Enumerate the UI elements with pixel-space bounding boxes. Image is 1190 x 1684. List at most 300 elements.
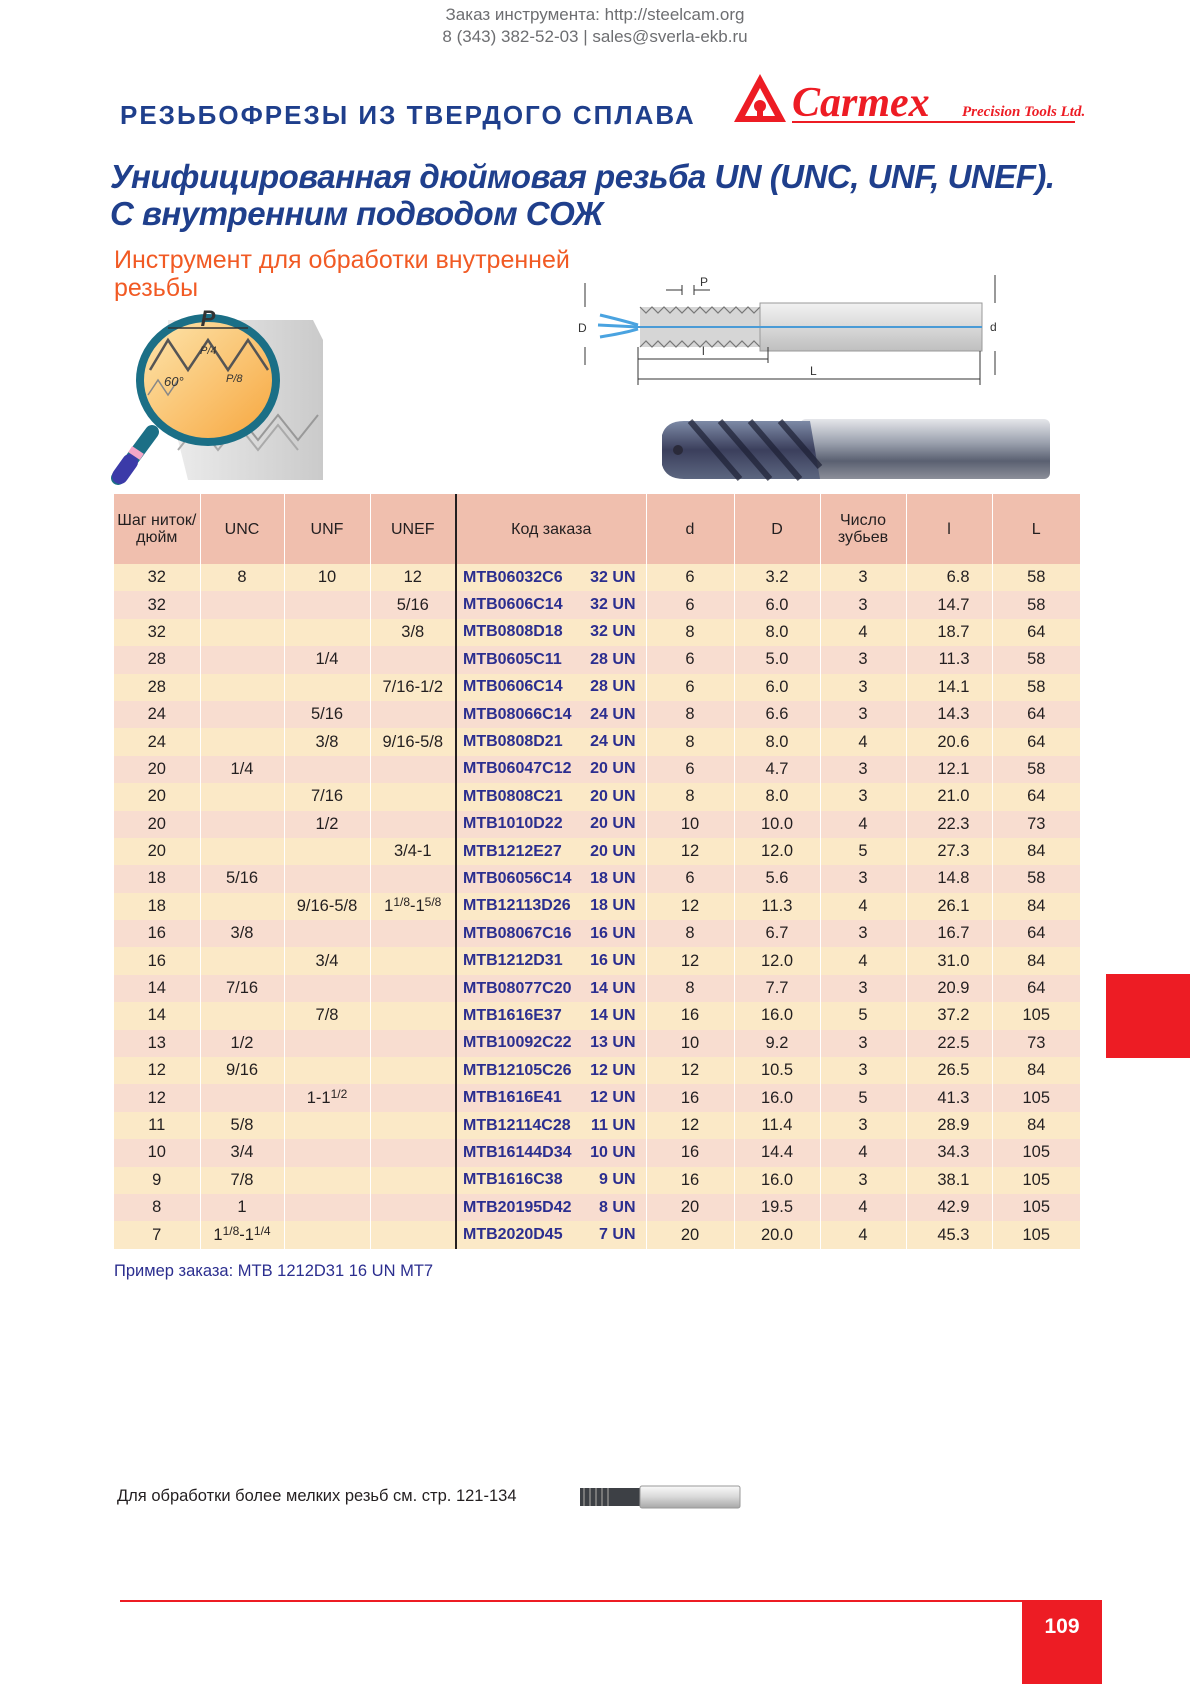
order-code: MTB0605C11 (463, 650, 562, 668)
cell-tpi: 24 (114, 728, 200, 755)
cell-l: 18.7 (906, 619, 992, 646)
cell-z: 3 (820, 756, 906, 783)
cell-unc: 7/8 (200, 1167, 284, 1194)
cell-unf (284, 865, 370, 892)
cell-code (456, 591, 646, 618)
table-row (114, 1002, 1080, 1029)
cell-unf: 7/8 (284, 1002, 370, 1029)
cell-tpi: 20 (114, 811, 200, 838)
cell-z: 3 (820, 783, 906, 810)
thread-designation: 20 UN (590, 760, 636, 778)
table-row (114, 1167, 1080, 1194)
cell-d: 8 (646, 783, 734, 810)
order-code: MTB1616C38 (463, 1171, 563, 1189)
cell-tpi: 8 (114, 1194, 200, 1221)
thread-designation: 14 UN (590, 979, 636, 997)
cell-z: 4 (820, 728, 906, 755)
cell-L: 58 (992, 674, 1080, 701)
thread-designation: 13 UN (590, 1034, 636, 1052)
cell-unf (284, 1167, 370, 1194)
cell-unef (370, 920, 456, 947)
cell-d: 8 (646, 619, 734, 646)
table-row (114, 1194, 1080, 1221)
cell-z: 4 (820, 1139, 906, 1166)
thread-designation: 24 UN (590, 733, 636, 751)
cell-l: 27.3 (906, 838, 992, 865)
thread-designation: 9 UN (599, 1171, 636, 1189)
cell-L: 84 (992, 1112, 1080, 1139)
cell-code (456, 1030, 646, 1057)
dim-l: l (702, 344, 705, 358)
cell-unef (370, 646, 456, 673)
label-p4: P/4 (200, 345, 217, 357)
cell-unc: 1/2 (200, 1030, 284, 1057)
cell-L: 64 (992, 619, 1080, 646)
dim-pitch: P (700, 275, 709, 289)
cell-unf: 5/16 (284, 701, 370, 728)
chapter-tab (1106, 974, 1190, 1058)
cell-l: 26.1 (906, 893, 992, 920)
label-angle: 60° (164, 374, 184, 389)
table-row (114, 728, 1080, 755)
table-row (114, 1112, 1080, 1139)
cell-code (456, 646, 646, 673)
logo-triangle-icon (734, 74, 786, 122)
cell-D: 16.0 (734, 1002, 820, 1029)
cell-D: 6.6 (734, 701, 820, 728)
cell-unc (200, 728, 284, 755)
cell-L: 105 (992, 1221, 1080, 1248)
cell-tpi: 28 (114, 646, 200, 673)
cell-l: 22.3 (906, 811, 992, 838)
cell-D: 3.2 (734, 564, 820, 591)
thread-designation: 7 UN (599, 1226, 636, 1244)
cell-unef (370, 975, 456, 1002)
cell-D: 9.2 (734, 1030, 820, 1057)
cell-L: 58 (992, 865, 1080, 892)
order-code: MTB12114C28 (463, 1116, 571, 1134)
cell-D: 5.6 (734, 865, 820, 892)
cell-tpi: 20 (114, 838, 200, 865)
order-code: MTB2020D45 (463, 1226, 563, 1244)
cell-D: 7.7 (734, 975, 820, 1002)
cell-d: 20 (646, 1221, 734, 1248)
table-row (114, 811, 1080, 838)
thread-designation: 18 UN (590, 897, 636, 915)
cell-code (456, 1167, 646, 1194)
mini-tool-image (578, 1484, 743, 1510)
cell-z: 3 (820, 920, 906, 947)
cell-l: 37.2 (906, 1002, 992, 1029)
cell-d: 6 (646, 591, 734, 618)
cell-unef: 12 (370, 564, 456, 591)
thread-designation: 18 UN (590, 869, 636, 887)
cell-z: 4 (820, 1221, 906, 1248)
table-row (114, 838, 1080, 865)
cell-tpi: 12 (114, 1084, 200, 1111)
order-line: Заказ инструмента: http://steelcam.org (445, 5, 745, 24)
cell-d: 6 (646, 865, 734, 892)
header-D: D (734, 494, 820, 564)
cell-l: 31.0 (906, 947, 992, 974)
cell-z: 4 (820, 893, 906, 920)
cell-d: 8 (646, 975, 734, 1002)
cell-unef (370, 1221, 456, 1248)
cell-d: 16 (646, 1167, 734, 1194)
order-code: MTB12105C26 (463, 1061, 572, 1079)
order-code: MTB1616E41 (463, 1089, 562, 1107)
cell-unf (284, 591, 370, 618)
cell-unf (284, 1139, 370, 1166)
cell-tpi: 28 (114, 674, 200, 701)
header-unef: UNEF (370, 494, 456, 564)
cell-code (456, 1221, 646, 1248)
cell-unf: 9/16-5/8 (284, 893, 370, 920)
cell-D: 5.0 (734, 646, 820, 673)
table-row (114, 1057, 1080, 1084)
table-row (114, 947, 1080, 974)
cell-z: 4 (820, 811, 906, 838)
cell-l: 14.8 (906, 865, 992, 892)
cell-L: 64 (992, 701, 1080, 728)
cell-unf (284, 619, 370, 646)
cell-unef (370, 1112, 456, 1139)
cell-L: 64 (992, 783, 1080, 810)
fraction-part: 1/2 (330, 1086, 348, 1101)
cell-D: 12.0 (734, 838, 820, 865)
cell-code (456, 811, 646, 838)
order-code: MTB08077C20 (463, 979, 572, 997)
label-pitch: P (200, 306, 216, 331)
page-title (110, 158, 1055, 232)
cell-L: 64 (992, 920, 1080, 947)
cell-d: 10 (646, 1030, 734, 1057)
order-code: MTB0808C21 (463, 787, 563, 805)
cell-unc: 5/16 (200, 865, 284, 892)
cell-unf (284, 1194, 370, 1221)
cell-code (456, 975, 646, 1002)
table-row (114, 893, 1080, 920)
cell-z: 3 (820, 1030, 906, 1057)
order-code: MTB0808D18 (463, 623, 563, 641)
fraction-part: 1/8 (222, 1223, 240, 1238)
cell-z: 3 (820, 1167, 906, 1194)
cell-D: 8.0 (734, 728, 820, 755)
header-l: l (906, 494, 992, 564)
cell-d: 6 (646, 646, 734, 673)
table-row (114, 865, 1080, 892)
cell-d: 8 (646, 701, 734, 728)
cell-unc: 1 (200, 1194, 284, 1221)
cell-code (456, 1057, 646, 1084)
thread-designation: 32 UN (590, 623, 636, 641)
thread-profile-magnifier (108, 300, 338, 500)
cell-z: 5 (820, 1084, 906, 1111)
tool-photo (660, 417, 1052, 483)
table-row (114, 591, 1080, 618)
cell-z: 3 (820, 701, 906, 728)
cell-l: 11.3 (906, 646, 992, 673)
order-code: MTB20195D42 (463, 1198, 572, 1216)
thread-designation: 24 UN (590, 705, 636, 723)
cell-unef (370, 1030, 456, 1057)
cell-d: 12 (646, 1112, 734, 1139)
order-code: MTB08066C14 (463, 705, 572, 723)
thread-designation: 20 UN (590, 842, 636, 860)
order-code: MTB08067C16 (463, 924, 572, 942)
cell-l: 20.6 (906, 728, 992, 755)
cell-L: 84 (992, 893, 1080, 920)
cell-D: 11.3 (734, 893, 820, 920)
table-row (114, 646, 1080, 673)
subtitle-line-1: Инструмент для обработки внутренней (114, 246, 570, 274)
table-row (114, 920, 1080, 947)
cell-l: 28.9 (906, 1112, 992, 1139)
cell-unc: 5/8 (200, 1112, 284, 1139)
cell-unef (370, 893, 456, 920)
cell-l: 34.3 (906, 1139, 992, 1166)
thread-designation: 20 UN (590, 815, 636, 833)
thread-designation: 10 UN (590, 1143, 636, 1161)
fraction-part: 1/8 (393, 894, 410, 909)
cell-L: 73 (992, 1030, 1080, 1057)
cell-z: 4 (820, 619, 906, 646)
cell-tpi: 13 (114, 1030, 200, 1057)
cell-unc: 8 (200, 564, 284, 591)
title-line-2: С внутренним подводом СОЖ (110, 195, 604, 232)
order-code: MTB16144D34 (463, 1143, 572, 1161)
order-code: MTB06056C14 (463, 869, 572, 887)
table-row (114, 975, 1080, 1002)
cell-d: 16 (646, 1002, 734, 1029)
thread-designation: 32 UN (590, 568, 636, 586)
cell-unf (284, 756, 370, 783)
table-row (114, 1084, 1080, 1111)
cell-code (456, 920, 646, 947)
cell-unef (370, 1084, 456, 1111)
label-p8: P/8 (226, 373, 243, 385)
header-L: L (992, 494, 1080, 564)
cell-unc (200, 783, 284, 810)
table-row (114, 564, 1080, 591)
cell-d: 12 (646, 838, 734, 865)
cell-unc: 3/4 (200, 1139, 284, 1166)
cell-unc: 3/8 (200, 920, 284, 947)
header-d: d (646, 494, 734, 564)
cell-unef: 9/16-5/8 (370, 728, 456, 755)
cell-D: 8.0 (734, 619, 820, 646)
cell-unf: 3/8 (284, 728, 370, 755)
table-row (114, 619, 1080, 646)
cell-code (456, 838, 646, 865)
thread-designation: 11 UN (591, 1116, 636, 1134)
cell-L: 84 (992, 838, 1080, 865)
cell-unf (284, 1221, 370, 1248)
cell-l: 14.3 (906, 701, 992, 728)
table-header-row (114, 494, 1080, 564)
dim-L: L (810, 364, 817, 378)
section-title: РЕЗЬБОФРЕЗЫ ИЗ ТВЕРДОГО СПЛАВА (120, 100, 696, 130)
cell-unc (200, 646, 284, 673)
thread-designation: 16 UN (590, 924, 636, 942)
brand-tagline: Precision Tools Ltd. (962, 104, 1086, 120)
order-code: MTB1212E27 (463, 842, 562, 860)
cell-unef (370, 811, 456, 838)
cell-unf (284, 1030, 370, 1057)
cell-d: 12 (646, 947, 734, 974)
dim-D: D (578, 321, 587, 335)
cell-z: 3 (820, 1112, 906, 1139)
thread-designation: 16 UN (590, 952, 636, 970)
cell-unc (200, 947, 284, 974)
cell-L: 73 (992, 811, 1080, 838)
coolant-icon (598, 315, 638, 337)
cell-L: 84 (992, 1057, 1080, 1084)
order-code: MTB06047C12 (463, 760, 572, 778)
cell-l: 38.1 (906, 1167, 992, 1194)
header-tpi: Шаг ниток/ дюйм (114, 494, 200, 564)
cell-code (456, 701, 646, 728)
cell-z: 5 (820, 1002, 906, 1029)
cell-unef (370, 1194, 456, 1221)
cell-L: 58 (992, 564, 1080, 591)
cell-D: 16.0 (734, 1167, 820, 1194)
cell-z: 4 (820, 947, 906, 974)
cell-unc (200, 1084, 284, 1111)
cell-z: 4 (820, 1194, 906, 1221)
cell-z: 3 (820, 975, 906, 1002)
thread-designation: 14 UN (590, 1006, 636, 1024)
cell-tpi: 14 (114, 1002, 200, 1029)
cell-unc: 1/4 (200, 756, 284, 783)
cell-tpi: 20 (114, 756, 200, 783)
cell-code (456, 947, 646, 974)
cell-unef (370, 783, 456, 810)
thread-designation: 20 UN (590, 787, 636, 805)
cell-l: 12.1 (906, 756, 992, 783)
cell-tpi: 18 (114, 865, 200, 892)
specs-table (114, 494, 1080, 1249)
cell-d: 16 (646, 1139, 734, 1166)
cell-tpi: 12 (114, 1057, 200, 1084)
dim-d: d (990, 320, 997, 334)
cell-L: 58 (992, 591, 1080, 618)
brand-name: Carmex (792, 80, 930, 126)
cell-l: 16.7 (906, 920, 992, 947)
header-unf: UNF (284, 494, 370, 564)
cell-unf (284, 920, 370, 947)
cell-unef (370, 1167, 456, 1194)
subtitle (114, 246, 674, 302)
cell-z: 5 (820, 838, 906, 865)
cell-code (456, 865, 646, 892)
thread-designation: 32 UN (590, 596, 636, 614)
title-line-1: Унифицированная дюймовая резьба UN (UNC, UNF, UNEF). (110, 158, 1055, 195)
cell-L: 105 (992, 1139, 1080, 1166)
table-row (114, 1139, 1080, 1166)
cell-unef (370, 947, 456, 974)
cell-unf: 7/16 (284, 783, 370, 810)
cell-unf (284, 1084, 370, 1111)
cell-unc (200, 619, 284, 646)
cell-code (456, 893, 646, 920)
fraction-part: 1 (213, 1225, 223, 1244)
cell-z: 3 (820, 591, 906, 618)
cell-l: 26.5 (906, 1057, 992, 1084)
cell-unef (370, 865, 456, 892)
order-example: Пример заказа: MTB 1212D31 16 UN MT7 (114, 1262, 434, 1280)
cell-code (456, 1112, 646, 1139)
thread-designation: 28 UN (590, 678, 636, 696)
cell-d: 8 (646, 920, 734, 947)
cell-unef (370, 1139, 456, 1166)
page-number: 109 (1022, 1600, 1102, 1684)
fraction-part: 5/8 (424, 894, 442, 909)
fraction-part: 1-1 (306, 1088, 331, 1107)
cell-d: 6 (646, 756, 734, 783)
cell-unc (200, 1221, 284, 1248)
table-row (114, 1221, 1080, 1248)
cell-unef: 3/8 (370, 619, 456, 646)
cell-D: 6.0 (734, 674, 820, 701)
cell-code (456, 564, 646, 591)
cell-d: 8 (646, 728, 734, 755)
cell-l: 14.7 (906, 591, 992, 618)
cell-D: 20.0 (734, 1221, 820, 1248)
cell-unc (200, 701, 284, 728)
table-row (114, 756, 1080, 783)
table-row (114, 674, 1080, 701)
cell-l: 22.5 (906, 1030, 992, 1057)
order-code: MTB06032C6 (463, 568, 563, 586)
thread-designation: 8 UN (599, 1198, 636, 1216)
cell-tpi: 32 (114, 564, 200, 591)
order-code: MTB0606C14 (463, 678, 563, 696)
cell-unc (200, 838, 284, 865)
footer-line (120, 1600, 1026, 1602)
cell-d: 10 (646, 811, 734, 838)
cell-code (456, 1002, 646, 1029)
fraction-part: 1 (384, 896, 394, 915)
cell-code (456, 1139, 646, 1166)
subtitle-line-2: резьбы (114, 274, 199, 302)
cell-L: 64 (992, 728, 1080, 755)
cell-L: 105 (992, 1167, 1080, 1194)
cell-unf (284, 1112, 370, 1139)
cell-tpi: 18 (114, 893, 200, 920)
cell-unf (284, 674, 370, 701)
header-code: Код заказа (456, 494, 646, 564)
carmex-logo (730, 70, 1086, 132)
cell-z: 3 (820, 674, 906, 701)
cell-D: 10.5 (734, 1057, 820, 1084)
cell-unf: 1/2 (284, 811, 370, 838)
cell-code (456, 674, 646, 701)
cell-z: 3 (820, 646, 906, 673)
table-row (114, 701, 1080, 728)
thread-designation: 12 UN (590, 1089, 636, 1107)
cell-L: 105 (992, 1084, 1080, 1111)
cell-unc (200, 674, 284, 701)
order-code: MTB0606C14 (463, 596, 563, 614)
cell-unc: 7/16 (200, 975, 284, 1002)
table-body (114, 564, 1080, 1249)
cell-d: 16 (646, 1084, 734, 1111)
thread-designation: 12 UN (590, 1061, 636, 1079)
tool-dimension-drawing (578, 275, 1080, 410)
cell-d: 6 (646, 564, 734, 591)
cell-code (456, 728, 646, 755)
